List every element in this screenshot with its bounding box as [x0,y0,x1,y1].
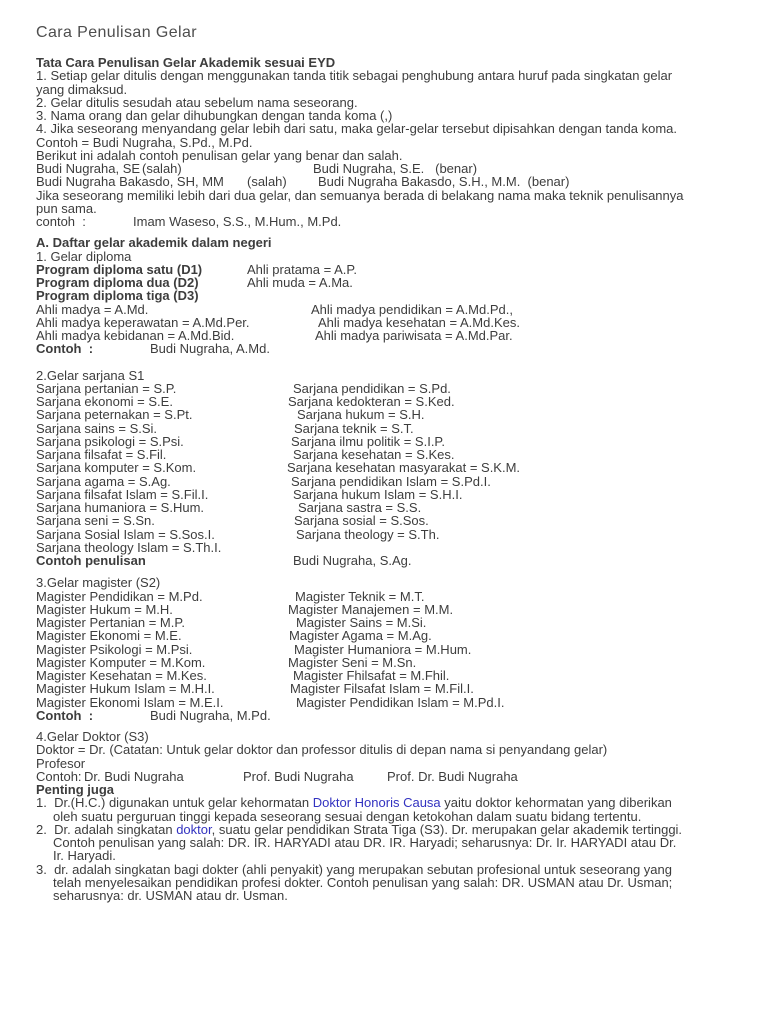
link-doktor[interactable]: doktor [176,821,212,837]
text-run: Prof. Dr. Budi Nugraha [387,768,518,784]
text-run: Magister Komputer = M.Kom. [36,654,206,670]
text-line [0,475,768,488]
text-line [0,329,768,342]
text-run: 1. Dr.(H.C.) digunakan untuk gelar kehormatan [36,795,313,811]
text-line [0,616,768,629]
text-run: contoh : [36,214,86,229]
text-run: Dr. Budi Nugraha [84,768,184,784]
text-line [0,408,768,421]
text-line [0,215,768,228]
text-line [0,189,768,202]
text-run: Imam Waseso, S.S., M.Hum., M.Pd. [133,214,342,229]
subheading-gelar-sarjana: 2.Gelar sarjana S1 [36,367,145,383]
text-line [0,528,768,541]
text-line [0,109,768,122]
text-run: Sarjana Sosial Islam = S.Sos.I. [36,526,215,542]
text-run: oleh suatu perguruan tinggi kepada seseorang sesuai dengan ketokohan dalam suatu bidang tertentu. [53,808,642,824]
text-run: Magister Pendidikan = M.Pd. [36,588,203,604]
text-run: Ir. Haryadi. [53,848,116,864]
text-line [0,514,768,527]
text-line [0,202,768,215]
text-line [0,96,768,109]
text-run: seharusnya: dr. USMAN atau dr. Usman. [53,888,288,903]
text-line [0,136,768,149]
text-line [0,395,768,408]
text-line [0,770,768,783]
heading-tata-cara: Tata Cara Penulisan Gelar Akademik sesuai EYD [36,55,336,70]
text-run: 1. Setiap gelar ditulis dengan menggunakan tanda titik sebagai penghubung antara huruf pada singkatan gelar [36,68,673,84]
text-line [0,448,768,461]
text-run: Budi Nugraha, A.Md. [150,341,270,357]
text-run: Magister Agama = M.Ag. [289,628,432,644]
text-run: Sarjana kedokteran = S.Ked. [288,394,455,409]
text-run: Sarjana sosial = S.Sos. [294,513,429,529]
text-run: Magister Seni = M.Sn. [288,654,417,670]
text-run: Budi Nugraha, M.Pd. [150,707,271,723]
text-run: Contoh : [36,341,94,357]
text-run: Magister Hukum = M.H. [36,601,173,617]
text-line [0,316,768,329]
text-run: Ahli muda = A.Ma. [247,275,353,290]
text-run: Sarjana komputer = S.Kom. [36,460,197,476]
text-line [0,162,768,175]
text-run: (salah) [247,174,287,190]
text-line [0,682,768,695]
text-line [0,382,768,395]
text-run: Contoh: [36,768,82,784]
text-run: Contoh penulisan yang salah: DR. IR. HARYADI atau DR. IR. Haryadi; seharusnya: Dr. Ir. HARYADI atau Dr. [53,835,677,850]
text-run: Magister Ekonomi Islam = M.E.I. [36,694,224,710]
text-line [0,709,768,722]
text-line [0,122,768,135]
text-line [0,342,768,355]
text-line [0,175,768,188]
text-run: Profesor [36,755,86,771]
text-run: pun sama. [36,200,97,216]
text-run: Prof. Budi Nugraha [243,768,354,784]
text-line [0,554,768,567]
text-run: 3. Nama orang dan gelar dihubungkan dengan tanda koma (,) [36,108,393,123]
text-run: Sarjana pendidikan Islam = S.Pd.I. [291,473,491,489]
text-line [0,541,768,554]
text-line [0,849,768,862]
text-run: (salah) [142,161,182,176]
text-run: Magister Hukum Islam = M.H.I. [36,681,215,697]
link-doktor-honoris-causa[interactable]: Doktor Honoris Causa [312,795,441,811]
text-line [0,83,768,96]
text-run: Sarjana theology Islam = S.Th.I. [36,539,222,555]
subheading-gelar-magister: 3.Gelar magister (S2) [36,575,161,591]
text-run: Magister Psikologi = M.Psi. [36,641,193,657]
text-run: Sarjana agama = S.Ag. [36,473,171,489]
text-line [0,289,768,302]
text-line [0,757,768,770]
text-run: Magister Teknik = M.T. [295,588,425,604]
text-line [0,656,768,669]
text-run: 3. dr. adalah singkatan bagi dokter (ahli penyakit) yang merupakan sebutan profesional untuk seseorang yang [36,861,672,877]
text-run: Contoh = Budi Nugraha, S.Pd., M.Pd. [36,134,253,150]
text-run: telah menyelesaikan pendidikan profesi dokter. Contoh penulisan yang salah: DR. USMAN atau Dr. Usman; [53,874,673,890]
subheading-gelar-doktor: 4.Gelar Doktor (S3) [36,729,149,744]
text-run: Contoh : [36,707,94,723]
text-run: Magister Fhilsafat = M.Fhil. [293,668,450,683]
text-run: yaitu doktor kehormatan yang diberikan [440,795,672,811]
text-run: Jika seseorang memiliki lebih dari dua gelar, dan semuanya berada di belakang nama maka teknik penulisannya [36,187,684,203]
heading-daftar-gelar: A. Daftar gelar akademik dalam negeri [36,235,272,251]
text-run: Budi Nugraha, SE [36,161,141,176]
text-run: Ahli madya pendidikan = A.Md.Pd., [311,301,513,317]
text-line [0,889,768,902]
text-run: Magister Kesehatan = M.Kes. [36,668,207,683]
text-line [0,263,768,276]
text-line [0,863,768,876]
text-line [0,836,768,849]
text-run: Sarjana pendidikan = S.Pd. [293,380,451,396]
text-run: Sarjana filsafat Islam = S.Fil.I. [36,486,209,502]
text-run: Ahli madya keperawatan = A.Md.Per. [36,314,250,330]
text-run: Sarjana hukum = S.H. [297,407,425,423]
text-run: Sarjana kesehatan = S.Kes. [293,447,455,462]
text-run: Magister Pendidikan Islam = M.Pd.I. [296,694,505,710]
text-line [0,730,768,743]
text-line [0,796,768,809]
text-run: Magister Filsafat Islam = M.Fil.I. [290,681,474,697]
text-run: Ahli madya pariwisata = A.Md.Par. [315,328,513,343]
heading-penting-juga: Penting juga [36,782,114,797]
text-run: Sarjana humaniora = S.Hum. [36,500,205,515]
text-run: Sarjana seni = S.Sn. [36,513,155,529]
text-run: Sarjana filsafat = S.Fil. [36,447,167,462]
text-run: Sarjana hukum Islam = S.H.I. [293,486,463,502]
text-run: Magister Manajemen = M.M. [288,601,454,617]
text-run: Sarjana sastra = S.S. [298,500,422,515]
text-line [0,276,768,289]
text-line [0,576,768,589]
text-line [0,501,768,514]
text-run: Program diploma dua (D2) [36,275,199,290]
text-line [0,810,768,823]
text-line [0,422,768,435]
text-run: , suatu gelar pendidikan Strata Tiga (S3). Dr. merupakan gelar akademik tertinggi. [211,821,683,837]
text-line [0,69,768,82]
text-line [0,823,768,836]
text-line [0,696,768,709]
text-run: Ahli madya kebidanan = A.Md.Bid. [36,328,235,343]
text-line [0,603,768,616]
text-run: Sarjana ekonomi = S.E. [36,394,173,409]
text-run: yang dimaksud. [36,81,128,97]
text-line [0,56,768,69]
text-line [0,250,768,263]
document-body [0,56,768,902]
text-line [0,236,768,249]
text-line [0,149,768,162]
text-line [0,488,768,501]
text-run: Budi Nugraha, S.E. (benar) [313,161,478,176]
text-run: Doktor = Dr. (Catatan: Untuk gelar doktor dan professor ditulis di depan nama si penyandang gelar) [36,742,608,758]
text-line [0,876,768,889]
subheading-gelar-diploma: 1. Gelar diploma [36,248,132,264]
text-run: Program diploma satu (D1) [36,261,203,277]
text-line [0,629,768,642]
text-line [0,643,768,656]
text-run: Sarjana psikologi = S.Psi. [36,433,184,449]
text-run: Magister Ekonomi = M.E. [36,628,182,644]
text-line [0,369,768,382]
text-line [0,461,768,474]
text-run: Sarjana sains = S.Si. [36,420,158,436]
text-run: Program diploma tiga (D3) [36,288,199,304]
text-run: Contoh penulisan [36,553,146,568]
text-run: Magister Humaniora = M.Hum. [294,641,472,657]
text-run: Budi Nugraha, S.Ag. [293,553,412,568]
text-line [0,303,768,316]
text-line [0,435,768,448]
text-line [0,783,768,796]
text-run: Ahli madya = A.Md. [36,301,149,317]
text-run: Budi Nugraha Bakasdo, S.H., M.M. (benar) [318,174,570,190]
text-line [0,743,768,756]
text-line [0,590,768,603]
text-run: Sarjana kesehatan masyarakat = S.K.M. [287,460,521,476]
text-run: Sarjana pertanian = S.P. [36,380,177,396]
text-run: Sarjana ilmu politik = S.I.P. [291,433,446,449]
text-run: 4. Jika seseorang menyandang gelar lebih dari satu, maka gelar-gelar tersebut dipisahkan dengan tanda koma. [36,121,678,137]
text-line [0,669,768,682]
text-run: Magister Pertanian = M.P. [36,615,185,630]
text-run: Ahli pratama = A.P. [247,261,357,277]
text-run: 2. Gelar ditulis sesudah atau sebelum nama seseorang. [36,94,358,110]
text-run: Sarjana theology = S.Th. [296,526,440,542]
text-run: Budi Nugraha Bakasdo, SH, MM [36,174,224,190]
text-run: Sarjana peternakan = S.Pt. [36,407,193,423]
text-run: Magister Sains = M.Si. [296,615,427,630]
page-title: Cara Penulisan Gelar [36,24,197,41]
text-run: Ahli madya kesehatan = A.Md.Kes. [318,314,520,330]
text-run: Berikut ini adalah contoh penulisan gelar yang benar dan salah. [36,147,403,163]
text-run: Sarjana teknik = S.T. [294,420,414,436]
text-run: 2. Dr. adalah singkatan [36,821,177,837]
